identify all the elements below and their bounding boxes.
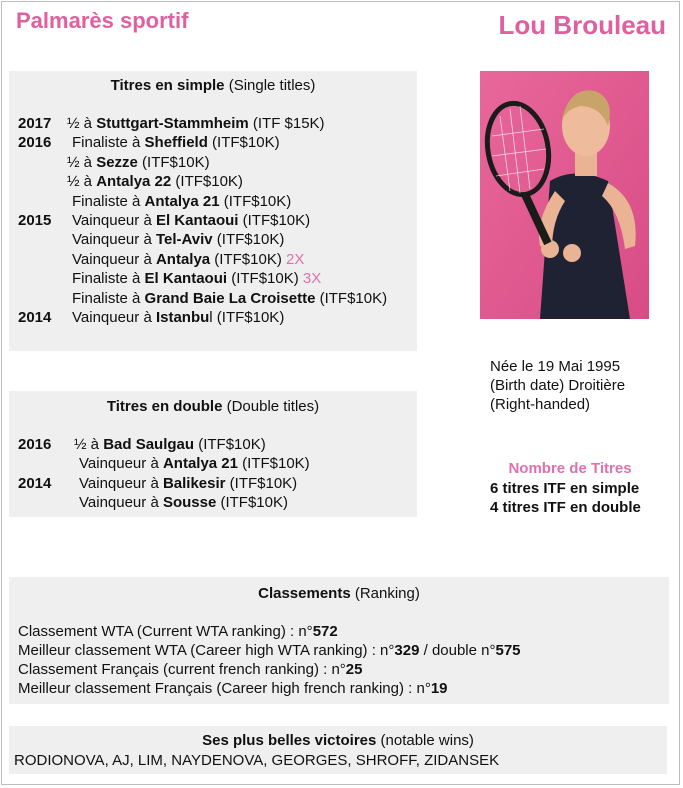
- birth-date-label: (Birth date) Droitière: [490, 377, 626, 394]
- title-entry: ½ à Bad Saulgau (ITF$10K): [74, 436, 266, 453]
- titles-count-heading: Nombre de Titres: [508, 460, 632, 477]
- ranking-wta-best: Meilleur classement WTA (Career high WTA ranking) : n°329 / double n°575: [18, 642, 521, 659]
- titles-double: 4 titres ITF en double: [490, 499, 641, 516]
- handedness: (Right-handed): [490, 396, 591, 413]
- title-entry: Finaliste à Grand Baie La Croisette (ITF$10K): [72, 289, 388, 307]
- wins-list: RODIONOVA, AJ, LIM, NAYDENOVA, GEORGES, SHROFF, ZIDANSEK: [14, 752, 500, 769]
- ranking-panel: [9, 577, 669, 704]
- title-entry: Vainqueur à Istanbul (ITF$10K): [72, 309, 285, 326]
- title-entry: ½ à Antalya 22 (ITF$10K): [67, 173, 243, 191]
- title-entry: Finaliste à El Kantaoui (ITF$10K) 3X: [72, 270, 322, 288]
- singles-titles-panel: [9, 71, 417, 351]
- title-entry: Vainqueur à El Kantaoui (ITF$10K): [72, 212, 311, 229]
- titles-simple: 6 titres ITF en simple: [490, 480, 640, 497]
- page-title: Palmarès sportif: [16, 8, 189, 33]
- title-entry: Finaliste à Sheffield (ITF$10K): [72, 134, 280, 152]
- title-entry: Vainqueur à Antalya (ITF$10K) 2X: [72, 250, 305, 268]
- ranking-heading: Classements (Ranking): [258, 585, 420, 602]
- title-entry: Vainqueur à Antalya 21 (ITF$10K): [79, 455, 310, 473]
- title-year: 2016: [18, 436, 52, 453]
- ranking-fr-best: Meilleur classement Français (Career high french ranking) : n°19: [18, 680, 448, 697]
- notable-wins-panel: [9, 726, 667, 774]
- doubles-titles-panel: [9, 391, 417, 517]
- title-year: 2015: [18, 212, 52, 229]
- player-photo: [480, 71, 649, 319]
- doubles-heading: Titres en double (Double titles): [106, 398, 320, 415]
- title-entry: Vainqueur à Balikesir (ITF$10K): [79, 474, 298, 492]
- birth-date: Née le 19 Mai 1995: [490, 358, 621, 375]
- title-entry: ½ à Sezze (ITF$10K): [67, 153, 210, 171]
- wins-heading: Ses plus belles victoires (notable wins): [202, 732, 474, 749]
- title-entry: Vainqueur à Tel-Aviv (ITF$10K): [72, 231, 285, 249]
- singles-heading: Titres en simple (Single titles): [110, 77, 316, 94]
- ranking-fr-current: Classement Français (current french ranking) : n°25: [18, 661, 363, 678]
- title-entry: Vainqueur à Sousse (ITF$10K): [79, 494, 288, 512]
- title-entry: ½ à Stuttgart-Stammheim (ITF $15K): [67, 115, 325, 132]
- title-year: 2014: [18, 474, 52, 492]
- title-entry: Finaliste à Antalya 21 (ITF$10K): [72, 192, 292, 210]
- title-year: 2017: [18, 115, 52, 132]
- player-name: Lou Brouleau: [498, 10, 666, 40]
- ranking-wta-current: Classement WTA (Current WTA ranking) : n°572: [18, 623, 338, 640]
- title-year: 2016: [18, 134, 52, 152]
- title-year: 2014: [18, 309, 52, 326]
